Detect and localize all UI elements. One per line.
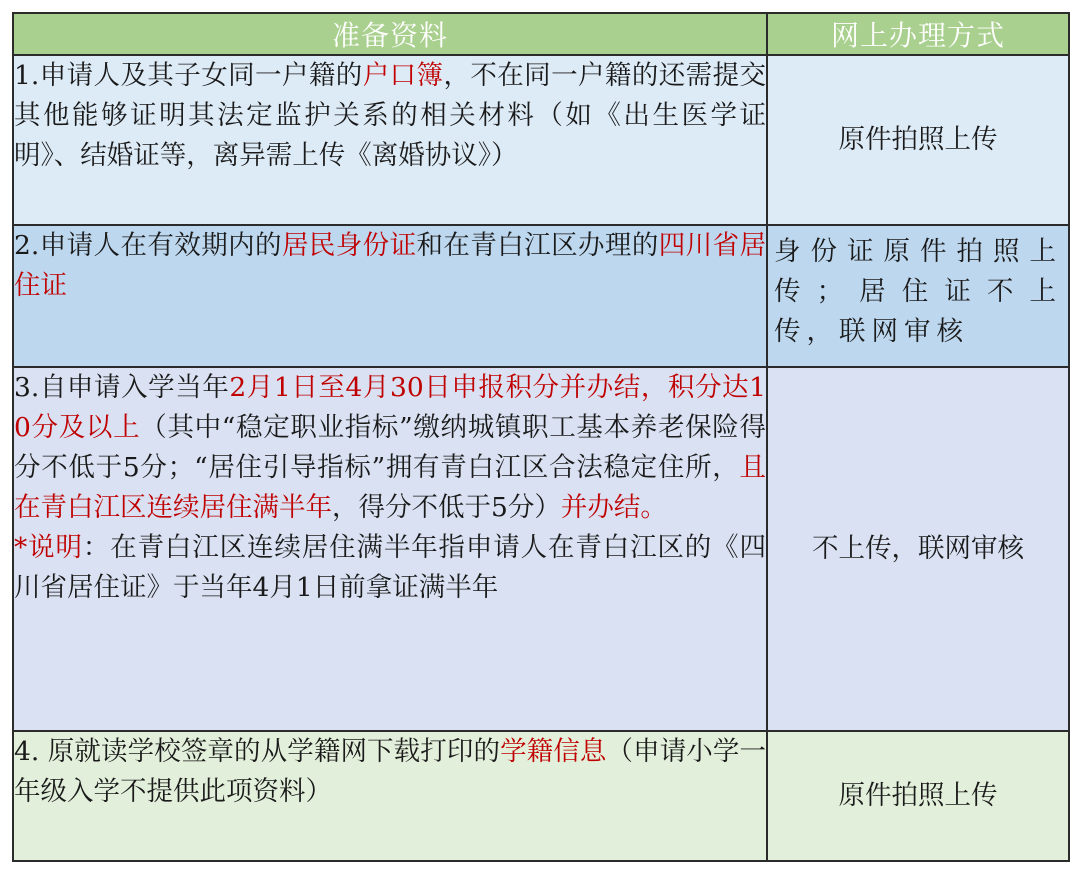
- note-line: [14, 528, 766, 608]
- header-method: 网上办理方式: [767, 13, 1069, 55]
- table-row: [13, 225, 1069, 367]
- table-row: [13, 731, 1069, 861]
- method-cell-2: 身份证原件拍照上传；居住证不上传，联网审核: [767, 225, 1069, 367]
- text-segment: 和在青白江区办理的: [416, 230, 659, 261]
- materials-cell-1: [13, 55, 767, 225]
- highlight-segment: 户口簿: [362, 60, 444, 91]
- highlight-segment: 2月1日至4月30日申报积分并办结，积分达10分及以上: [14, 372, 766, 443]
- text-segment: （申请小学一年级入学不提供此项资料）: [14, 736, 766, 807]
- text-segment: ，得分不低于5分）: [332, 492, 561, 523]
- highlight-segment: 学籍信息: [500, 736, 607, 767]
- materials-cell-2: [13, 225, 767, 367]
- note-label: *说明: [14, 532, 83, 563]
- materials-cell-3: [13, 367, 767, 731]
- text-segment: 2.申请人在有效期内的: [14, 230, 282, 261]
- highlight-segment: 居民身份证: [281, 230, 417, 261]
- method-cell-4: 原件拍照上传: [767, 731, 1069, 861]
- method-cell-3: 不上传，联网审核: [767, 367, 1069, 731]
- highlight-segment: 四川省居住证: [14, 230, 766, 301]
- text-segment: 4. 原就读学校签章的从学籍网下载打印的: [14, 736, 501, 767]
- highlight-segment: 且在青白江区连续居住满半年: [14, 452, 766, 523]
- note-text: ：在青白江区连续居住满半年指申请人在青白江区的《四川省居住证》于当年4月1日前拿证满半年: [14, 532, 767, 603]
- table-row: [13, 367, 1069, 731]
- method-cell-1: 原件拍照上传: [767, 55, 1069, 225]
- materials-cell-4: [13, 731, 767, 861]
- text-segment: 3.自申请入学当年: [14, 372, 230, 403]
- table-row: [13, 55, 1069, 225]
- header-materials: 准备资料: [13, 13, 767, 55]
- text-segment: （其中“稳定职业指标”缴纳城镇职工基本养老保险得分不低于5分；“居住引导指标”拥有青白江区合法稳定住所，: [14, 412, 766, 483]
- requirements-table: [12, 12, 1070, 862]
- text-segment: 1.申请人及其子女同一户籍的: [14, 60, 363, 91]
- header-row: [13, 13, 1069, 55]
- text-segment: ，不在同一户籍的还需提交其他能够证明其法定监护关系的相关材料（如《出生医学证明》、结婚证等，离异需上传《离婚协议》）: [14, 60, 767, 171]
- highlight-segment: 并办结。: [560, 492, 667, 523]
